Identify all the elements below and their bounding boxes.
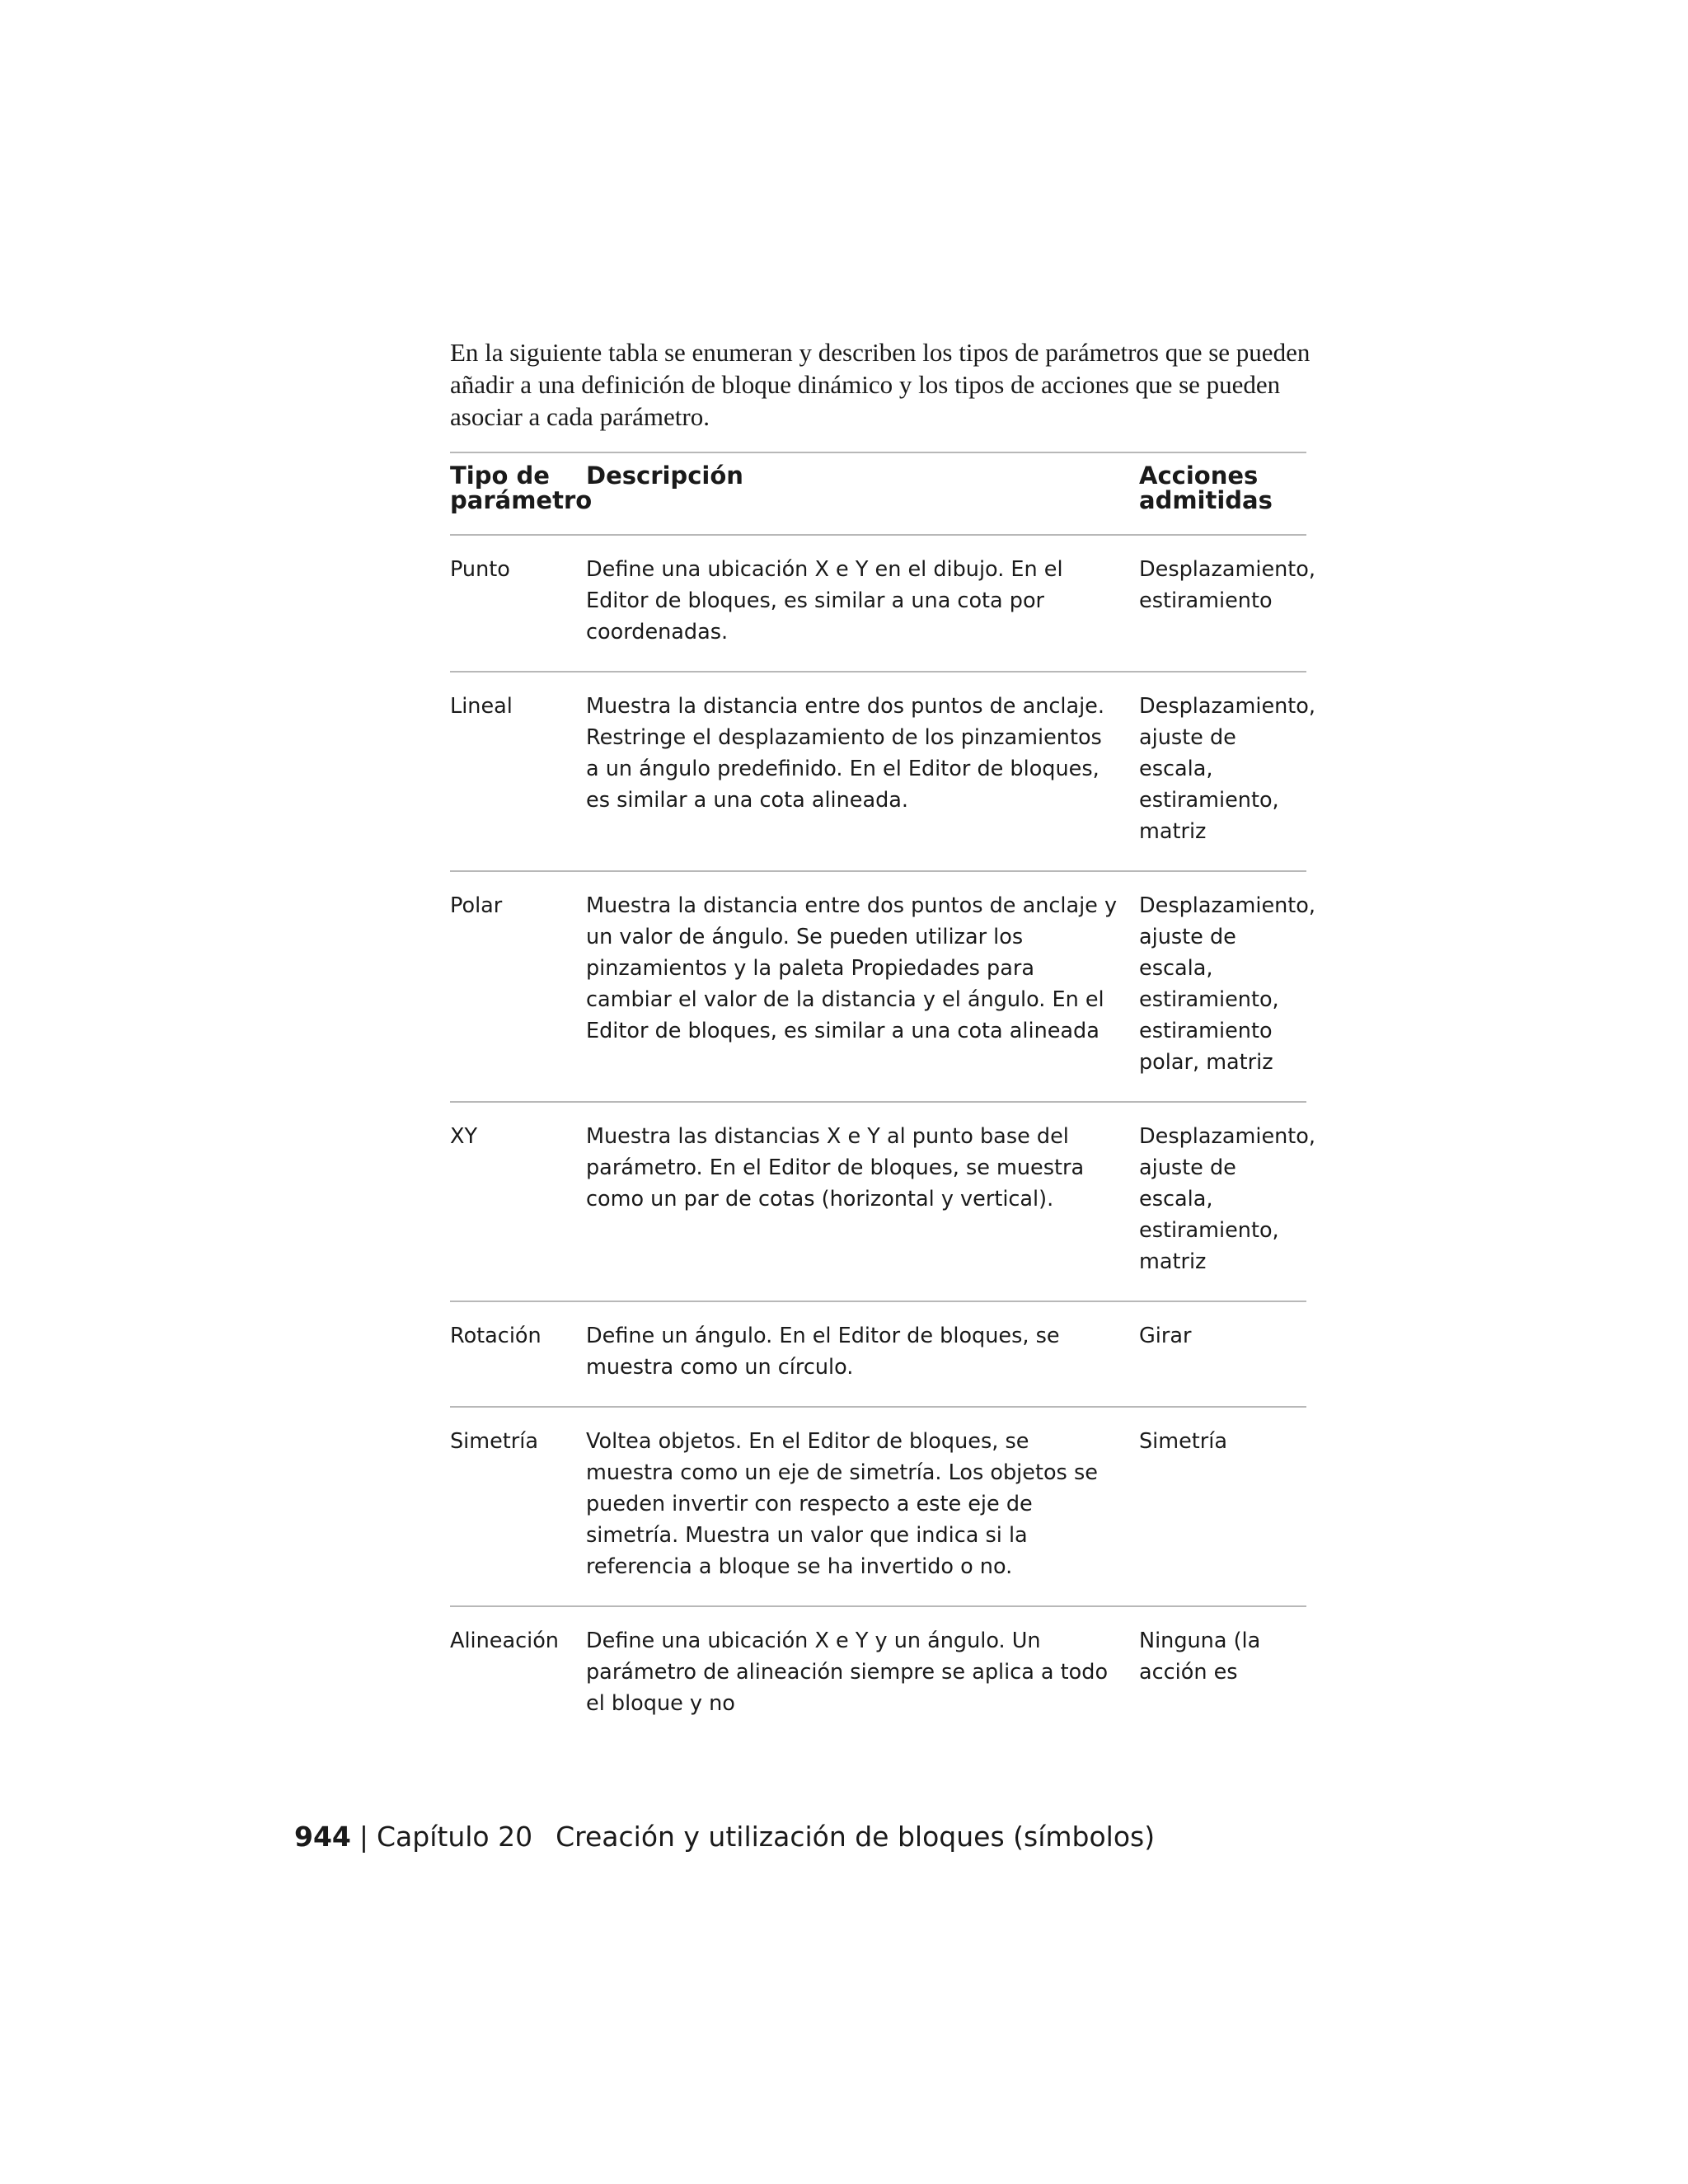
description-cell: Define una ubicación X e Y y un ángulo. Un parámetro de alineación siempre se aplica a todo el bloque y no bbox=[586, 1629, 1109, 1716]
table-row bbox=[450, 1606, 1306, 1742]
table-row bbox=[450, 871, 1306, 1102]
table-row bbox=[450, 535, 1306, 672]
actions-cell: Desplazamiento, ajuste de escala, estiramiento, matriz bbox=[1139, 672, 1306, 871]
chapter-title: Creación y utilización de bloques (símbolos) bbox=[556, 1821, 1156, 1853]
actions-cell: Girar bbox=[1139, 1301, 1306, 1407]
table-row bbox=[450, 1102, 1306, 1301]
param-type-cell: Simetría bbox=[450, 1407, 586, 1606]
header-acciones: Acciones admitidas bbox=[1139, 452, 1306, 535]
actions-cell: Desplazamiento, ajuste de escala, estiramiento, estiramiento polar, matriz bbox=[1139, 871, 1306, 1102]
actions-cell: Desplazamiento, ajuste de escala, estiramiento, matriz bbox=[1139, 1102, 1306, 1301]
description-cell: Define un ángulo. En el Editor de bloques, se muestra como un círculo. bbox=[586, 1301, 1139, 1407]
description-cell: Voltea objetos. En el Editor de bloques, se muestra como un eje de simetría. Los objetos se pueden invertir con respecto a este eje de simetría. Muestra un valor que indica si la referencia a bloque se ha invertido o no. bbox=[586, 1407, 1139, 1606]
description-cell: Define una ubicación X e Y en el dibujo. En el Editor de bloques, es similar a una cota por coordenadas. bbox=[586, 535, 1139, 672]
header-tipo: Tipo de parámetro bbox=[450, 452, 586, 535]
description-cell: Muestra las distancias X e Y al punto base del parámetro. En el Editor de bloques, se muestra como un par de cotas (horizontal y vertical). bbox=[586, 1102, 1139, 1301]
param-type-cell: Rotación bbox=[450, 1301, 586, 1407]
table-header-row bbox=[450, 452, 1306, 535]
chapter-label: Capítulo 20 bbox=[377, 1821, 533, 1853]
actions-cell: Desplazamiento, estiramiento bbox=[1139, 535, 1306, 672]
intro-paragraph: En la siguiente tabla se enumeran y describen los tipos de parámetros que se pueden añadir a una definición de bloque dinámico y los tipos de acciones que se pueden asociar a cada parámetro. bbox=[450, 338, 1311, 431]
param-type-cell: Polar bbox=[450, 871, 586, 1102]
param-type-cell: Punto bbox=[450, 535, 586, 672]
table-row bbox=[450, 1301, 1306, 1407]
param-type-cell: Alineación bbox=[450, 1629, 559, 1653]
page-footer bbox=[294, 1821, 1155, 1854]
actions-cell: Ninguna (la acción es bbox=[1139, 1629, 1261, 1685]
param-type-cell: XY bbox=[450, 1102, 586, 1301]
parameter-table bbox=[450, 452, 1315, 1742]
description-cell: Muestra la distancia entre dos puntos de anclaje y un valor de ángulo. Se pueden utilizar los pinzamientos y la paleta Propiedades para cambiar el valor de la distancia y el ángulo. En el Editor de bloques, es similar a una cota alineada bbox=[586, 871, 1139, 1102]
footer-separator: | bbox=[359, 1821, 369, 1853]
page-number: 944 bbox=[294, 1821, 351, 1853]
table-row bbox=[450, 672, 1306, 871]
table-row bbox=[450, 1407, 1306, 1606]
description-cell: Muestra la distancia entre dos puntos de anclaje. Restringe el desplazamiento de los pinzamientos a un ángulo predefinido. En el Editor de bloques, es similar a una cota alineada. bbox=[586, 672, 1139, 871]
param-type-cell: Lineal bbox=[450, 672, 586, 871]
header-descripcion: Descripción bbox=[586, 452, 1139, 535]
actions-cell: Simetría bbox=[1139, 1407, 1306, 1606]
